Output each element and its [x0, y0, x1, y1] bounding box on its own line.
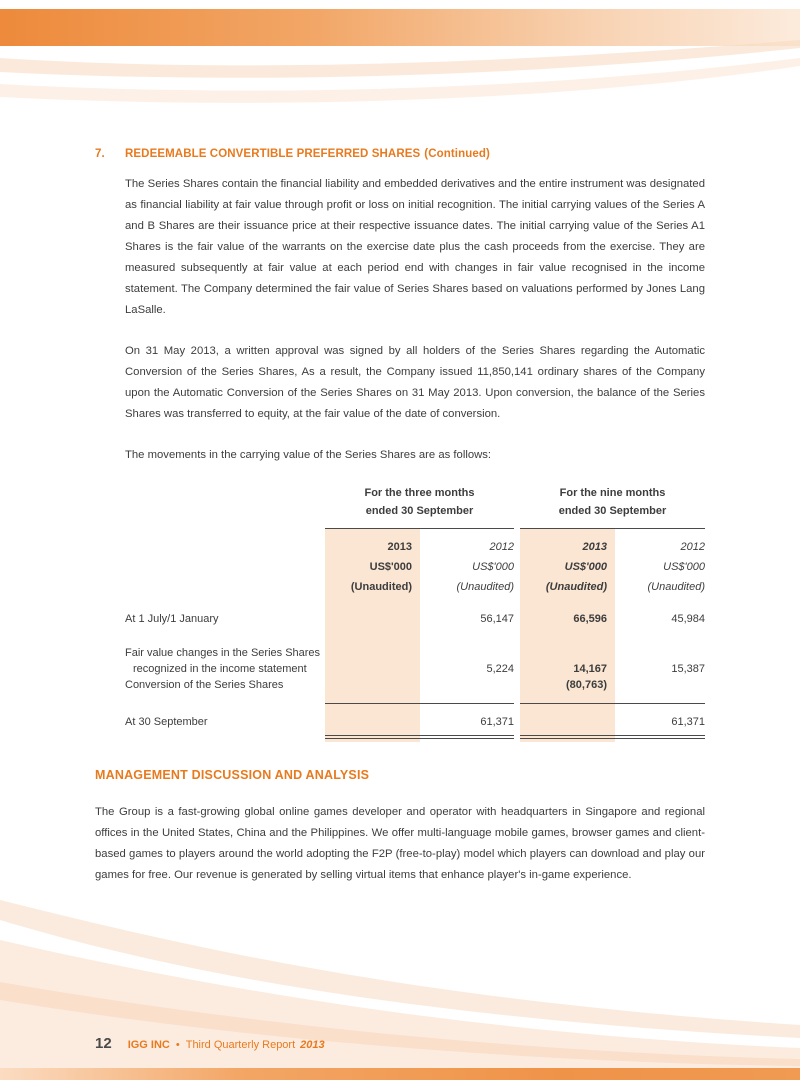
group-header-nine-months	[520, 484, 705, 529]
row-label: Conversion of the Series Shares	[125, 679, 284, 691]
footer-report-title: Third Quarterly Report	[185, 1039, 296, 1051]
col-header-2012-three-months	[420, 529, 514, 597]
footer-separator-bullet: •	[175, 1039, 180, 1051]
group-header-line: ended 30 September	[558, 505, 667, 517]
page-footer	[95, 1035, 325, 1052]
paragraph-2: On 31 May 2013, a written approval was signed by all holders of the Series Shares regarding the Automatic Conversion of the Series Shares, As a result, the Company issued 11,850,141 ordinary shares of the Company upon the Automatic Conversion of the Series Shares on 31 May 2013. Upon conversion, the balance of the Series Shares was transferred to equity, at the fair value of the date of conversion.	[125, 345, 705, 420]
table-row	[125, 677, 705, 693]
cell: 15,387	[671, 663, 705, 675]
cell: 66,596	[520, 611, 615, 627]
top-swoosh-graphic	[0, 0, 800, 115]
shaded-cell	[325, 597, 420, 611]
table-gap-row	[125, 739, 705, 742]
cell	[615, 693, 705, 703]
section-heading	[95, 148, 705, 160]
section-body	[125, 174, 705, 742]
col-status: (Unaudited)	[545, 581, 607, 593]
table-row	[125, 645, 705, 677]
col-header-2013-three-months	[325, 529, 420, 597]
col-year: 2012	[680, 541, 705, 553]
cell	[325, 645, 420, 677]
cell: 5,224	[486, 663, 514, 675]
shaded-cell	[520, 693, 615, 703]
cell	[615, 597, 705, 611]
spacer-cell	[125, 529, 325, 597]
rule-cell	[325, 703, 420, 714]
group-header-three-months	[325, 484, 514, 529]
shaded-cell	[520, 627, 615, 645]
section-number: 7.	[95, 148, 105, 160]
table-group-header-row	[125, 484, 705, 529]
rule-cell	[615, 703, 705, 714]
table-column-header-row	[125, 529, 705, 597]
spacer-cell	[125, 739, 325, 742]
col-header-2012-nine-months	[615, 529, 705, 597]
cell	[615, 677, 705, 693]
cell	[420, 597, 514, 611]
shaded-cell	[325, 627, 420, 645]
cell	[420, 677, 514, 693]
spacer-cell	[125, 693, 325, 703]
rule-cell	[520, 703, 615, 714]
cell	[615, 739, 705, 742]
group-header-line: ended 30 September	[365, 505, 474, 517]
cell	[325, 714, 420, 730]
col-unit: US$'000	[472, 561, 514, 573]
table-row	[125, 611, 705, 627]
col-status: (Unaudited)	[456, 581, 514, 593]
spacer-cell	[125, 484, 325, 529]
spacer-cell	[125, 597, 325, 611]
col-header-2013-nine-months	[520, 529, 615, 597]
paragraph-3: The movements in the carrying value of the Series Shares are as follows:	[125, 449, 492, 461]
page-content	[95, 148, 705, 886]
series-shares-movement-table	[125, 484, 705, 742]
col-unit: US$'000	[663, 561, 705, 573]
top-decoration	[0, 0, 800, 120]
section-title-text: REDEEMABLE CONVERTIBLE PREFERRED SHARES	[125, 148, 421, 160]
mda-paragraph: The Group is a fast-growing global online games developer and operator with headquarters in Singapore and regional offices in the United States, China and the Philippines. We offer multi-language mobile games, browser games and client-based games to players around the world adopting the F2P (free-to-play) model which players can download and play our games for free. Our revenue is generated by selling virtual items that enhance player's in-game experience.	[95, 806, 705, 881]
rule-cell	[420, 703, 514, 714]
shaded-cell	[325, 739, 420, 742]
col-status: (Unaudited)	[350, 581, 412, 593]
paragraph-1: The Series Shares contain the financial liability and embedded derivatives and the entire instrument was designated as financial liability at fair value through profit or loss on initial recognition. The initial carrying values of the Series A and B Shares are their issuance price at their respective issuance dates. The initial carrying value of the Series A1 Shares is the fair value of the warrants on the exercise date plus the cash proceeds from the exercise. They are measured subsequently at fair value at each period end with changes in fair value recognised in the income statement. The Company determined the fair value of Series Shares based on valuations performed by Jones Lang LaSalle.	[125, 178, 705, 316]
spacer-cell	[125, 703, 325, 714]
col-status: (Unaudited)	[647, 581, 705, 593]
row-label: Fair value changes in the Series Shares recognized in the income statement	[125, 647, 321, 675]
footer-report-year: 2013	[300, 1039, 325, 1051]
table-row	[125, 714, 705, 730]
cell: (80,763)	[520, 677, 615, 693]
col-unit: US$'000	[564, 561, 607, 573]
shaded-cell	[520, 739, 615, 742]
page-number: 12	[95, 1035, 112, 1052]
table-gap-row	[125, 627, 705, 645]
cell	[420, 739, 514, 742]
group-header-line: For the three months	[364, 487, 475, 499]
cell	[325, 677, 420, 693]
section-title	[125, 148, 490, 160]
table-gap-row	[125, 693, 705, 703]
table-subtotal-rule	[125, 703, 705, 714]
cell: 61,371	[480, 716, 514, 728]
cell: 14,167	[520, 645, 615, 677]
col-year: 2013	[582, 541, 607, 553]
col-unit: US$'000	[369, 561, 412, 573]
group-header-line: For the nine months	[559, 487, 666, 499]
shaded-cell	[520, 597, 615, 611]
bottom-decoration	[0, 870, 800, 1085]
cell	[420, 627, 514, 645]
spacer-cell	[125, 627, 325, 645]
mda-title: MANAGEMENT DISCUSSION AND ANALYSIS	[95, 768, 370, 782]
cell: 45,984	[671, 613, 705, 625]
row-label: At 1 July/1 January	[125, 613, 219, 625]
cell	[325, 611, 420, 627]
table-gap-row	[125, 597, 705, 611]
cell: 61,371	[671, 716, 705, 728]
footer-company: IGG INC	[127, 1039, 170, 1051]
shaded-cell	[325, 693, 420, 703]
section-continued: (Continued)	[424, 148, 490, 160]
row-label: At 30 September	[125, 716, 208, 728]
col-year: 2012	[489, 541, 514, 553]
cell	[615, 627, 705, 645]
cell	[520, 714, 615, 730]
cell	[420, 693, 514, 703]
col-year: 2013	[387, 541, 412, 553]
cell: 56,147	[480, 613, 514, 625]
